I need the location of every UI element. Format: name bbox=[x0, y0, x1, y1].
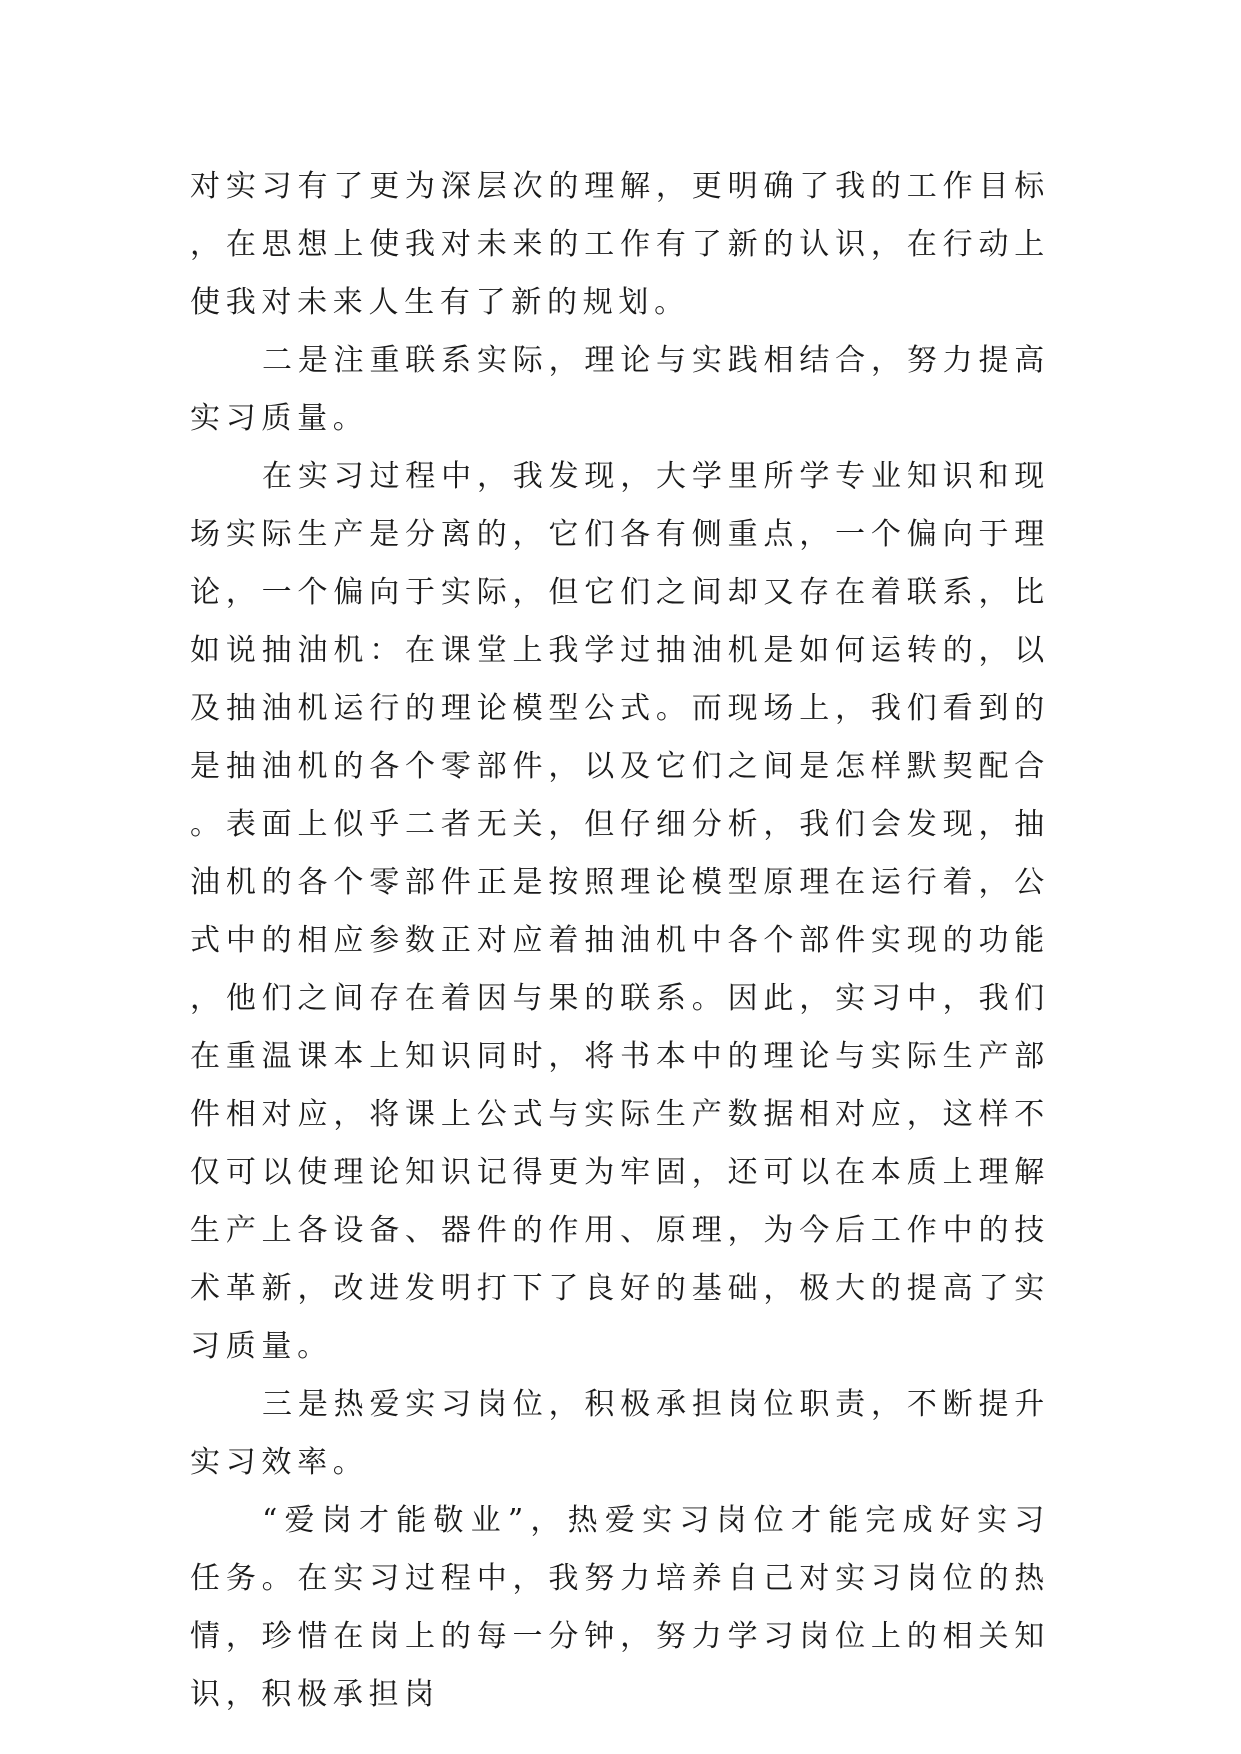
document-body bbox=[190, 158, 1050, 1724]
paragraph-love-post: “爱岗才能敬业”，热爱实习岗位才能完成好实习任务。在实习过程中，我努力培养自己对实习岗位的热情，珍惜在岗上的每一分钟，努力学习岗位上的相关知识，积极承担岗 bbox=[190, 1503, 1050, 1712]
paragraph-point-two: 二是注重联系实际，理论与实践相结合，努力提高实习质量。 bbox=[190, 343, 1050, 436]
paragraph-point-three: 三是热爱实习岗位，积极承担岗位职责，不断提升实习效率。 bbox=[190, 1387, 1050, 1480]
paragraph-continuation: 对实习有了更为深层次的理解，更明确了我的工作目标，在思想上使我对未来的工作有了新的认识，在行动上使我对未来人生有了新的规划。 bbox=[190, 169, 1050, 320]
paragraph-theory-practice: 在实习过程中，我发现，大学里所学专业知识和现场实际生产是分离的，它们各有侧重点，一个偏向于理论，一个偏向于实际，但它们之间却又存在着联系，比如说抽油机：在课堂上我学过抽油机是如何运转的，以及抽油机运行的理论模型公式。而现场上，我们看到的是抽油机的各个零部件，以及它们之间是怎样默契配合。表面上似乎二者无关，但仔细分析，我们会发现，抽油机的各个零部件正是按照理论模型原理在运行着，公式中的相应参数正对应着抽油机中各个部件实现的功能，他们之间存在着因与果的联系。因此，实习中，我们在重温课本上知识同时，将书本中的理论与实际生产部件相对应，将课上公式与实际生产数据相对应，这样不仅可以使理论知识记得更为牢固，还可以在本质上理解生产上各设备、器件的作用、原理，为今后工作中的技术革新，改进发明打下了良好的基础，极大的提高了实习质量。 bbox=[190, 459, 1050, 1364]
